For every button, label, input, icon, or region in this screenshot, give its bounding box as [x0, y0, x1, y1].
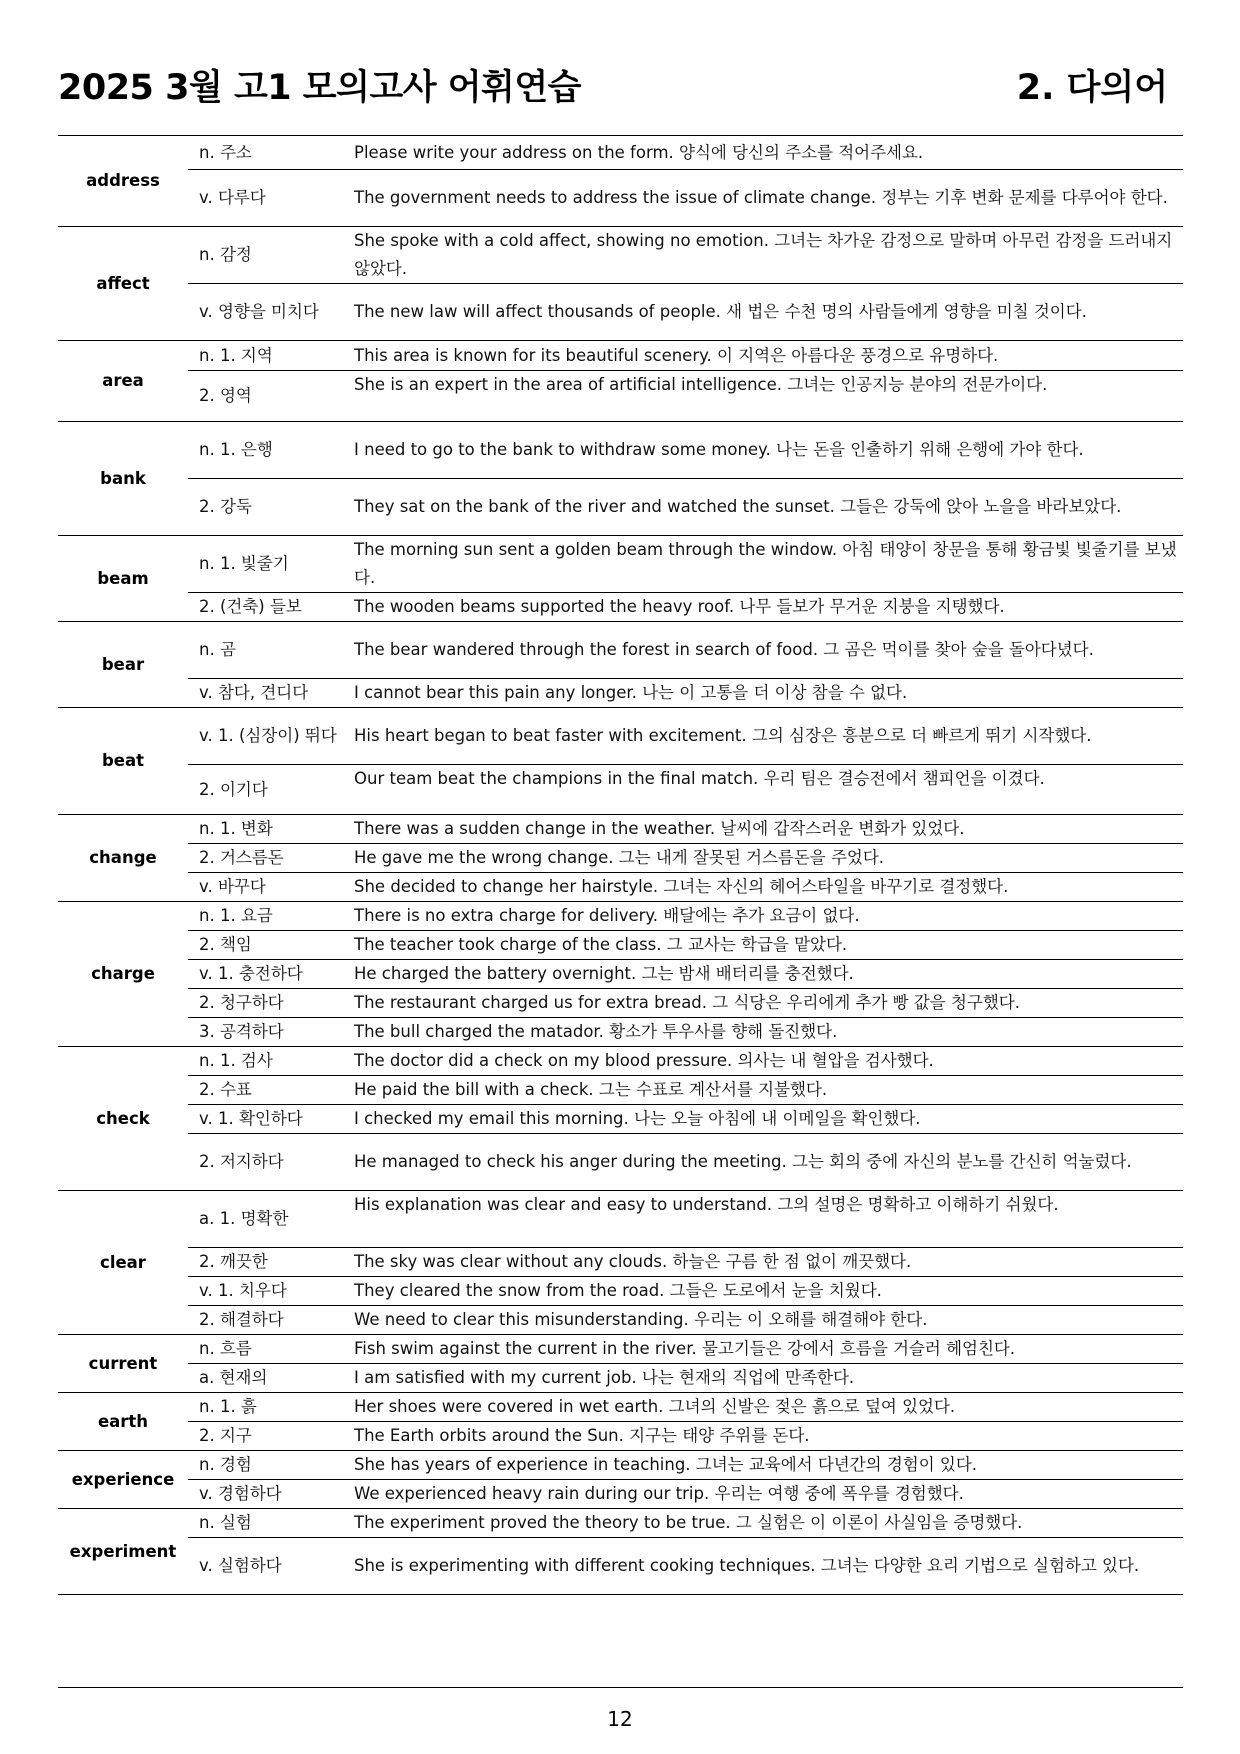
vocab-row — [58, 1248, 1183, 1277]
sense-meaning: n. 1. 변화 — [188, 815, 354, 844]
example-sentence: She has years of experience in teaching. 그녀는 교육에서 다년간의 경험이 있다. — [354, 1451, 1183, 1480]
vocab-row — [58, 931, 1183, 960]
sense-meaning: n. 1. 검사 — [188, 1047, 354, 1076]
headword: bank — [58, 422, 188, 536]
vocab-row — [58, 902, 1183, 931]
sense-meaning: 2. 이기다 — [188, 765, 354, 815]
example-sentence: She is an expert in the area of artificial intelligence. 그녀는 인공지능 분야의 전문가이다. — [354, 371, 1183, 422]
vocab-row — [58, 284, 1183, 341]
example-sentence: He paid the bill with a check. 그는 수표로 계산서를 지불했다. — [354, 1076, 1183, 1105]
vocab-row — [58, 593, 1183, 622]
sense-meaning: 2. 강둑 — [188, 479, 354, 536]
sense-meaning: v. 다루다 — [188, 170, 354, 227]
sense-meaning: n. 곰 — [188, 622, 354, 679]
vocab-row — [58, 1480, 1183, 1509]
sense-meaning: n. 1. 빛줄기 — [188, 536, 354, 593]
headword: beam — [58, 536, 188, 622]
example-sentence: They sat on the bank of the river and watched the sunset. 그들은 강둑에 앉아 노을을 바라보았다. — [354, 479, 1183, 536]
sense-meaning: n. 1. 지역 — [188, 341, 354, 371]
vocab-row — [58, 1277, 1183, 1306]
sense-meaning: n. 실험 — [188, 1509, 354, 1538]
example-sentence: We experienced heavy rain during our trip. 우리는 여행 중에 폭우를 경험했다. — [354, 1480, 1183, 1509]
headword: charge — [58, 902, 188, 1047]
sense-meaning: 3. 공격하다 — [188, 1018, 354, 1047]
headword: current — [58, 1335, 188, 1393]
vocab-row — [58, 1018, 1183, 1047]
vocab-row — [58, 136, 1183, 170]
vocab-row — [58, 844, 1183, 873]
vocabulary-table — [58, 135, 1183, 1595]
sense-meaning: v. 바꾸다 — [188, 873, 354, 902]
vocab-row — [58, 622, 1183, 679]
example-sentence: His explanation was clear and easy to understand. 그의 설명은 명확하고 이해하기 쉬웠다. — [354, 1191, 1183, 1248]
vocab-row — [58, 708, 1183, 765]
sense-meaning: 2. 영역 — [188, 371, 354, 422]
example-sentence: The experiment proved the theory to be true. 그 실험은 이 이론이 사실임을 증명했다. — [354, 1509, 1183, 1538]
sense-meaning: 2. 저지하다 — [188, 1134, 354, 1191]
section-title: 2. 다의어 — [1016, 68, 1168, 108]
vocab-row — [58, 227, 1183, 284]
example-sentence: The morning sun sent a golden beam through the window. 아침 태양이 창문을 통해 황금빛 빛줄기를 보냈다. — [354, 536, 1183, 593]
footer-divider — [58, 1687, 1183, 1688]
example-sentence: He gave me the wrong change. 그는 내게 잘못된 거스름돈을 주었다. — [354, 844, 1183, 873]
example-sentence: She is experimenting with different cooking techniques. 그녀는 다양한 요리 기법으로 실험하고 있다. — [354, 1538, 1183, 1595]
sense-meaning: v. 1. (심장이) 뛰다 — [188, 708, 354, 765]
vocab-row — [58, 765, 1183, 815]
example-sentence: The teacher took charge of the class. 그 교사는 학급을 맡았다. — [354, 931, 1183, 960]
example-sentence: I need to go to the bank to withdraw some money. 나는 돈을 인출하기 위해 은행에 가야 한다. — [354, 422, 1183, 479]
example-sentence: The bull charged the matador. 황소가 투우사를 향해 돌진했다. — [354, 1018, 1183, 1047]
vocab-row — [58, 371, 1183, 422]
vocab-row — [58, 1538, 1183, 1595]
vocab-row — [58, 1306, 1183, 1335]
vocab-row — [58, 1076, 1183, 1105]
sense-meaning: a. 현재의 — [188, 1364, 354, 1393]
headword: affect — [58, 227, 188, 341]
vocab-row — [58, 1364, 1183, 1393]
example-sentence: Her shoes were covered in wet earth. 그녀의 신발은 젖은 흙으로 덮여 있었다. — [354, 1393, 1183, 1422]
vocab-row — [58, 479, 1183, 536]
page-number: 12 — [607, 1707, 633, 1731]
sense-meaning: 2. 거스름돈 — [188, 844, 354, 873]
example-sentence: She decided to change her hairstyle. 그녀는 자신의 헤어스타일을 바꾸기로 결정했다. — [354, 873, 1183, 902]
example-sentence: I checked my email this morning. 나는 오늘 아침에 내 이메일을 확인했다. — [354, 1105, 1183, 1134]
example-sentence: We need to clear this misunderstanding. 우리는 이 오해를 해결해야 한다. — [354, 1306, 1183, 1335]
sense-meaning: v. 경험하다 — [188, 1480, 354, 1509]
vocab-row — [58, 1335, 1183, 1364]
example-sentence: The bear wandered through the forest in search of food. 그 곰은 먹이를 찾아 숲을 돌아다녔다. — [354, 622, 1183, 679]
sense-meaning: 2. 해결하다 — [188, 1306, 354, 1335]
vocab-row — [58, 960, 1183, 989]
vocab-row — [58, 1047, 1183, 1076]
example-sentence: The doctor did a check on my blood pressure. 의사는 내 혈압을 검사했다. — [354, 1047, 1183, 1076]
sense-meaning: n. 흐름 — [188, 1335, 354, 1364]
example-sentence: The government needs to address the issue of climate change. 정부는 기후 변화 문제를 다루어야 한다. — [354, 170, 1183, 227]
headword: clear — [58, 1191, 188, 1335]
vocab-row — [58, 422, 1183, 479]
vocab-row — [58, 170, 1183, 227]
sense-meaning: v. 영향을 미치다 — [188, 284, 354, 341]
vocab-row — [58, 536, 1183, 593]
sense-meaning: 2. (건축) 들보 — [188, 593, 354, 622]
example-sentence: She spoke with a cold affect, showing no emotion. 그녀는 차가운 감정으로 말하며 아무런 감정을 드러내지 않았다. — [354, 227, 1183, 284]
headword: experiment — [58, 1509, 188, 1595]
vocab-row — [58, 1191, 1183, 1248]
vocab-row — [58, 1105, 1183, 1134]
sense-meaning: n. 1. 흙 — [188, 1393, 354, 1422]
vocab-row — [58, 1509, 1183, 1538]
sense-meaning: v. 1. 치우다 — [188, 1277, 354, 1306]
example-sentence: I cannot bear this pain any longer. 나는 이 고통을 더 이상 참을 수 없다. — [354, 679, 1183, 708]
example-sentence: This area is known for its beautiful scenery. 이 지역은 아름다운 풍경으로 유명하다. — [354, 341, 1183, 371]
example-sentence: Please write your address on the form. 양식에 당신의 주소를 적어주세요. — [354, 136, 1183, 170]
vocab-row — [58, 679, 1183, 708]
sense-meaning: n. 1. 요금 — [188, 902, 354, 931]
sense-meaning: v. 참다, 견디다 — [188, 679, 354, 708]
example-sentence: Fish swim against the current in the river. 물고기들은 강에서 흐름을 거슬러 헤엄친다. — [354, 1335, 1183, 1364]
vocab-row — [58, 815, 1183, 844]
vocab-row — [58, 1134, 1183, 1191]
example-sentence: The restaurant charged us for extra bread. 그 식당은 우리에게 추가 빵 값을 청구했다. — [354, 989, 1183, 1018]
vocab-row — [58, 1451, 1183, 1480]
example-sentence: His heart began to beat faster with excitement. 그의 심장은 흥분으로 더 빠르게 뛰기 시작했다. — [354, 708, 1183, 765]
document-title: 2025 3월 고1 모의고사 어휘연습 — [58, 68, 581, 108]
sense-meaning: a. 1. 명확한 — [188, 1191, 354, 1248]
sense-meaning: n. 1. 은행 — [188, 422, 354, 479]
vocab-row — [58, 873, 1183, 902]
example-sentence: They cleared the snow from the road. 그들은 도로에서 눈을 치웠다. — [354, 1277, 1183, 1306]
vocabulary-table-body — [58, 136, 1183, 1595]
vocab-row — [58, 989, 1183, 1018]
headword: check — [58, 1047, 188, 1191]
sense-meaning: n. 감정 — [188, 227, 354, 284]
headword: area — [58, 341, 188, 422]
headword: earth — [58, 1393, 188, 1451]
sense-meaning: v. 실험하다 — [188, 1538, 354, 1595]
sense-meaning: 2. 지구 — [188, 1422, 354, 1451]
sense-meaning: n. 주소 — [188, 136, 354, 170]
sense-meaning: 2. 수표 — [188, 1076, 354, 1105]
example-sentence: There is no extra charge for delivery. 배달에는 추가 요금이 없다. — [354, 902, 1183, 931]
headword: bear — [58, 622, 188, 708]
example-sentence: The sky was clear without any clouds. 하늘은 구름 한 점 없이 깨끗했다. — [354, 1248, 1183, 1277]
vocab-row — [58, 1422, 1183, 1451]
example-sentence: There was a sudden change in the weather. 날씨에 갑작스러운 변화가 있었다. — [354, 815, 1183, 844]
headword: change — [58, 815, 188, 902]
example-sentence: He charged the battery overnight. 그는 밤새 배터리를 충전했다. — [354, 960, 1183, 989]
sense-meaning: v. 1. 확인하다 — [188, 1105, 354, 1134]
example-sentence: The new law will affect thousands of people. 새 법은 수천 명의 사람들에게 영향을 미칠 것이다. — [354, 284, 1183, 341]
example-sentence: I am satisfied with my current job. 나는 현재의 직업에 만족한다. — [354, 1364, 1183, 1393]
sense-meaning: 2. 깨끗한 — [188, 1248, 354, 1277]
headword: experience — [58, 1451, 188, 1509]
sense-meaning: 2. 책임 — [188, 931, 354, 960]
example-sentence: The Earth orbits around the Sun. 지구는 태양 주위를 돈다. — [354, 1422, 1183, 1451]
sense-meaning: n. 경험 — [188, 1451, 354, 1480]
example-sentence: Our team beat the champions in the final match. 우리 팀은 결승전에서 챔피언을 이겼다. — [354, 765, 1183, 815]
vocab-row — [58, 341, 1183, 371]
example-sentence: The wooden beams supported the heavy roof. 나무 들보가 무거운 지붕을 지탱했다. — [354, 593, 1183, 622]
headword: address — [58, 136, 188, 227]
sense-meaning: v. 1. 충전하다 — [188, 960, 354, 989]
headword: beat — [58, 708, 188, 815]
vocab-row — [58, 1393, 1183, 1422]
sense-meaning: 2. 청구하다 — [188, 989, 354, 1018]
example-sentence: He managed to check his anger during the meeting. 그는 회의 중에 자신의 분노를 간신히 억눌렀다. — [354, 1134, 1183, 1191]
